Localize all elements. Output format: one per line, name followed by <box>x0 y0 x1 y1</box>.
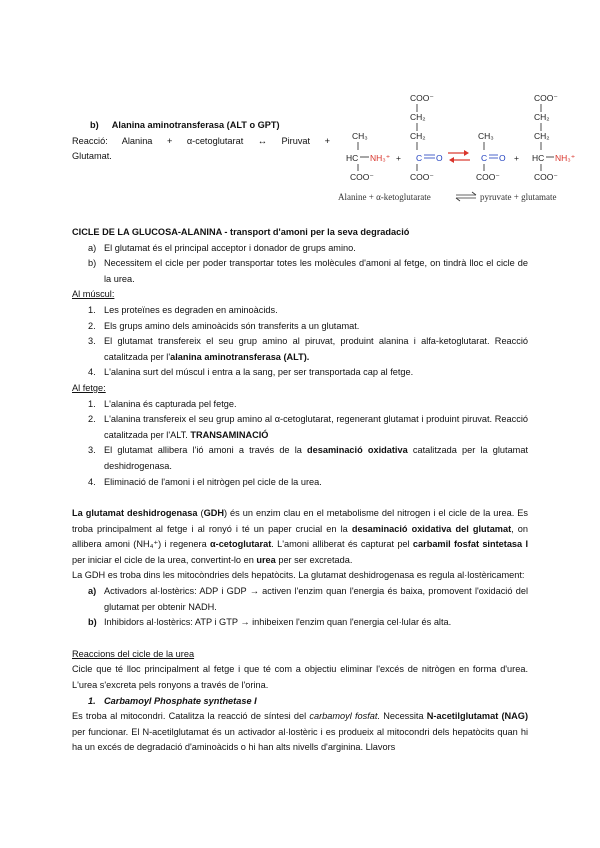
point-text: El glutamat és el principal acceptor i donador de grups amino. <box>104 242 356 253</box>
alt-label: b) <box>90 120 99 130</box>
gdh-inhibitors <box>72 615 528 631</box>
item-text: Els grups amino dels aminoàcids són transferits a un glutamat. <box>104 320 360 331</box>
cycle-point-a <box>72 241 528 257</box>
item-text: El glutamat transfereix el seu grup amino al piruvat, produint alanina i alfa-ketoglutarat. Reacció catalitzada per l' <box>104 336 528 362</box>
reaction-plus: + <box>324 135 331 146</box>
plus-right: + <box>514 153 519 163</box>
reg-text: Activadors al·lostèrics: ADP i GDP → activen l'enzim quan l'energia és baixa, promovent l'oxidació del glutamat per obtenir NADH. <box>104 586 528 612</box>
liver-item <box>72 412 528 443</box>
alt-reaction-end: Glutamat. <box>72 151 112 162</box>
urea-heading: Reaccions del cicle de la urea <box>72 648 195 659</box>
liver-item <box>72 397 528 413</box>
item-text: L'alanina surt del múscul i entra a la sang, per ser transportada cap al fetge. <box>104 367 414 378</box>
gdh-regulation-intro: La GDH es troba dins les mitocòndries dels hepatòcits. La glutamat deshidrogenasa es regula al·lostèricament: <box>72 570 525 581</box>
ch2-1: CH₂ <box>410 112 426 122</box>
reg-label: b) <box>88 617 97 628</box>
item-number: 1. <box>88 304 96 315</box>
item-text: El glutamat allibera l'ió amoni a través de la <box>104 445 308 456</box>
coo-top-right: COO⁻ <box>534 93 558 103</box>
reg-text: Inhibidors al·lostèrics: ATP i GTP → inhibeixen l'enzim quan l'energia cel·lular és alta. <box>104 617 452 628</box>
point-label: a) <box>88 242 97 253</box>
caption-left: Alanine + α-ketoglutarate <box>338 192 431 202</box>
muscle-item <box>72 334 528 365</box>
gdh-bold: La glutamat deshidrogenasa <box>72 508 198 519</box>
main-column <box>72 225 528 756</box>
gdh-paragraph <box>72 506 528 568</box>
item-text: Eliminació de l'amoni i el nitrògen pel cicle de la urea. <box>104 476 322 487</box>
coo-bottom-3: COO⁻ <box>476 172 500 182</box>
gdh-bold: GDH <box>203 508 224 519</box>
gdh-text: ) és un enzim clau en el metabolisme del nitrogen i el cicle de la urea. Es troba principalment al fetge i al ronyó i té un paper crucial en la <box>72 508 528 534</box>
gdh-bold: urea <box>256 554 276 565</box>
item-text: L'alanina és capturada pel fetge. <box>104 398 237 409</box>
keto-c: C <box>416 153 423 163</box>
ch2-2: CH₂ <box>410 131 426 141</box>
gdh-bold: desaminació oxidativa del glutamat <box>351 523 512 534</box>
ch3-right: CH₃ <box>478 131 494 141</box>
urea-step-paragraph <box>72 709 528 756</box>
reaction-alanine: Alanina <box>121 135 153 146</box>
reg-label: a) <box>88 586 97 597</box>
item-number: 2. <box>88 320 96 331</box>
item-bold: desaminació oxidativa <box>307 445 408 456</box>
step-number: 1. <box>88 695 96 706</box>
urea-step-title <box>72 694 528 710</box>
gdh-bold: carbamil fosfat sintetasa I <box>412 539 529 550</box>
muscle-heading: Al múscul: <box>72 289 115 300</box>
item-text: catalitzada per la glutamat deshidrogenasa. <box>104 445 528 471</box>
muscle-item <box>72 365 528 381</box>
gdh-text: ( <box>197 508 204 519</box>
transamination-figure <box>336 86 582 208</box>
pyr-o: O <box>499 153 506 163</box>
reaction-plus: + <box>166 135 173 146</box>
reaction-prefix: Reacció: <box>72 135 108 146</box>
muscle-item <box>72 303 528 319</box>
item-number: 2. <box>88 414 96 425</box>
item-bold: alanina aminotransferasa (ALT). <box>170 351 310 362</box>
coo-bottom-2: COO⁻ <box>410 172 434 182</box>
gdh-text: per ser excretada. <box>275 554 353 565</box>
alt-title: Alanina aminotransferasa (ALT o GPT) <box>111 120 280 130</box>
alt-title-line <box>72 118 330 134</box>
item-text: Les proteïnes es degraden en aminoàcids. <box>104 304 278 315</box>
liver-heading: Al fetge: <box>72 382 106 393</box>
caption-right: pyruvate + glutamate <box>480 192 557 202</box>
ch2-4: CH₂ <box>534 131 550 141</box>
gdh-text: . L'amoni alliberat és capturat pel <box>271 539 413 550</box>
step-italic: carbamoyl fosfat. <box>309 711 381 722</box>
liver-item <box>72 475 528 491</box>
ch2-3: CH₂ <box>534 112 550 122</box>
cycle-point-b <box>72 256 528 287</box>
reaction-pyruvate: Piruvat <box>281 135 311 146</box>
pyr-c: C <box>481 153 488 163</box>
gdh-activators <box>72 584 528 615</box>
reaction-arrow: ↔ <box>257 135 267 146</box>
ch3-left: CH₃ <box>352 131 368 141</box>
hc-left: HC <box>346 153 359 163</box>
step-text: Necessita <box>380 711 427 722</box>
item-number: 1. <box>88 398 96 409</box>
muscle-item <box>72 319 528 335</box>
step-title: Carbamoyl Phosphate synthetase I <box>104 695 257 706</box>
keto-o: O <box>436 153 443 163</box>
liver-item <box>72 443 528 474</box>
coo-top-left: COO⁻ <box>410 93 434 103</box>
cycle-heading: CICLE DE LA GLUCOSA-ALANINA - transport d'amoni per la seva degradació <box>72 227 410 237</box>
point-text: Necessitem el cicle per poder transportar totes les molècules d'amoni al fetge, on tindrà lloc el cicle de la urea. <box>104 258 528 284</box>
urea-intro: Cicle que té lloc principalment al fetge i que té com a objectiu eliminar l'excés de nitrògen en forma d'urea. L'urea s'excreta pels ronyons a través de l'orina. <box>72 664 528 691</box>
plus-left: + <box>396 153 401 163</box>
alt-section <box>72 118 330 165</box>
item-text: L'alanina transfereix el seu grup amino al α-cetoglutarat, regenerant glutamat i produint piruvat. Reacció catalitzada per l'ALT. <box>104 414 528 440</box>
nh3-left: NH₃⁺ <box>370 153 391 163</box>
gdh-bold: α-cetoglutarat <box>209 539 272 550</box>
gdh-text: per iniciar el cicle de la urea, convertint-lo en <box>72 554 257 565</box>
coo-bottom-1: COO⁻ <box>350 172 374 182</box>
point-label: b) <box>88 258 97 269</box>
gdh-text: , on allibera amoni (NH₄⁺) i regenera <box>72 523 528 550</box>
reaction-ketoglutarate: α-cetoglutarat <box>186 135 244 146</box>
item-number: 3. <box>88 336 96 347</box>
hc-right: HC <box>532 153 545 163</box>
coo-bottom-4: COO⁻ <box>534 172 558 182</box>
alt-reaction <box>72 134 330 150</box>
item-number: 4. <box>88 476 96 487</box>
step-text: per funcionar. El N-acetilglutamat és un activador al·lostèric i es produeix al mitocondri dels hepatòcits quan hi ha un excés de degradació d'aminoàcids o hi han alts nivells d'arginina. Llavors <box>72 726 528 753</box>
step-text: Es troba al mitocondri. Catalitza la reacció de síntesi del <box>72 711 310 722</box>
step-bold: N-acetilglutamat (NAG) <box>426 711 528 722</box>
item-bold: TRANSAMINACIÓ <box>190 429 269 440</box>
nh3-right: NH₃⁺ <box>555 153 576 163</box>
item-number: 3. <box>88 445 96 456</box>
item-number: 4. <box>88 367 96 378</box>
